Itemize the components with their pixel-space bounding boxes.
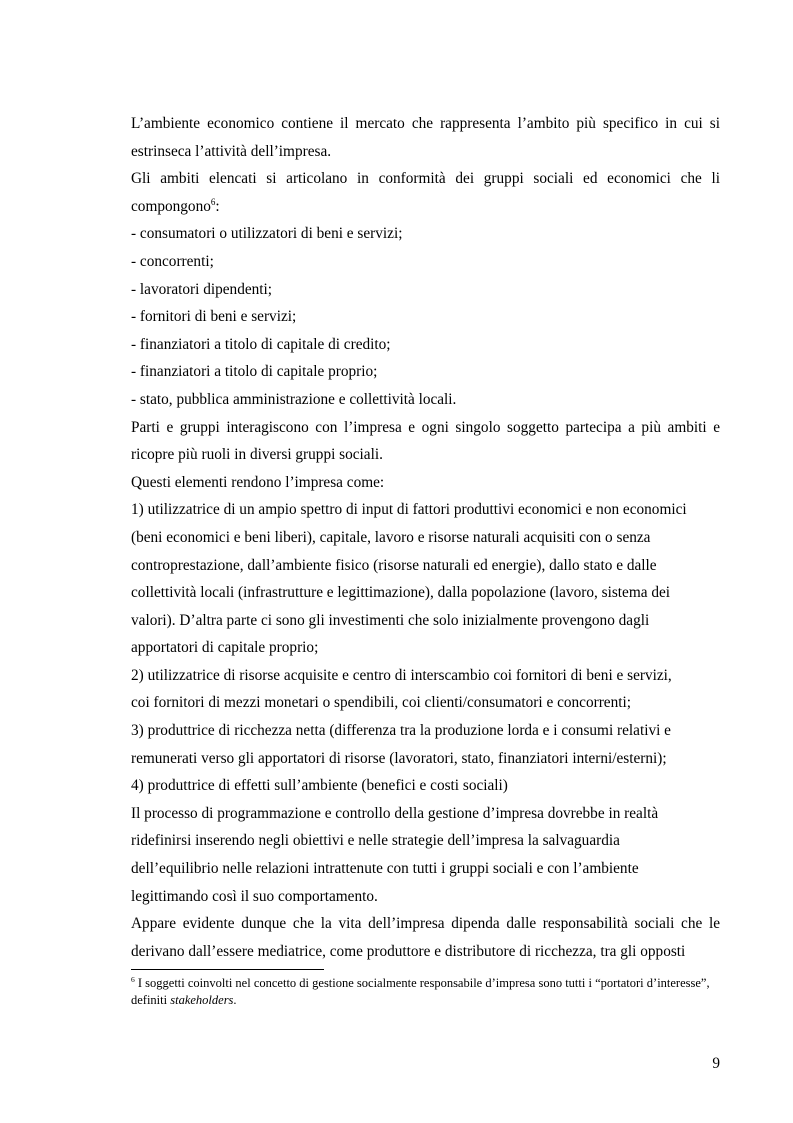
- text-line: legittimando così il suo comportamento.: [131, 887, 378, 905]
- text-line: (beni economici e beni liberi), capitale, lavoro e risorse naturali acquisiti con o senza: [131, 528, 651, 546]
- text-line: dell’equilibrio nelle relazioni intrattenute con tutti i gruppi sociali e con l’ambiente: [131, 860, 639, 878]
- page-number: 9: [712, 1055, 720, 1072]
- text-line: Il processo di programmazione e controllo della gestione d’impresa dovrebbe in realtà: [131, 804, 659, 822]
- paragraph: Questi elementi rendono l’impresa come:: [131, 473, 385, 491]
- text-line: collettività locali (infrastrutture e legittimazione), dalla popolazione (lavoro, sistema dei: [131, 584, 671, 602]
- paragraph: Appare evidente dunque che la vita dell’impresa dipenda dalle responsabilità sociali che le derivano dall’essere mediatrice, come produttore e distributore di ricchezza, tra gli opposti: [131, 915, 720, 960]
- text-line: controprestazione, dall’ambiente fisico (risorse naturali ed energie), dallo stato e dalle: [131, 556, 657, 574]
- paragraph: L’ambiente economico contiene il mercato che rappresenta l’ambito più specifico in cui si estrinseca l’attività dell’impresa.: [131, 115, 720, 160]
- text-line: ridefinirsi inserendo negli obiettivi e nelle strategie dell’impresa la salvaguardia: [131, 832, 620, 850]
- list-item: - finanziatori a titolo di capitale proprio;: [131, 363, 378, 381]
- text-line: 3) produttrice di ricchezza netta (differenza tra la produzione lorda e i consumi relativi e: [131, 722, 671, 740]
- footnote-end: .: [233, 993, 237, 1007]
- footnote-marker: 6: [131, 975, 135, 984]
- text-line: coi fornitori di mezzi monetari o spendibili, coi clienti/consumatori e concorrenti;: [131, 694, 631, 712]
- footnote-reference[interactable]: 6: [210, 196, 216, 207]
- paragraph-text: Gli ambiti elencati si articolano in conformità dei gruppi sociali ed economici che li compongono: [131, 170, 720, 215]
- list-item: - concorrenti;: [131, 252, 214, 270]
- footnote-emphasis: stakeholders: [170, 993, 234, 1007]
- footnote: [131, 975, 720, 1009]
- list-item: - consumatori o utilizzatori di beni e servizi;: [131, 225, 403, 243]
- footnote-text: I soggetti coinvolti nel concetto di gestione socialmente responsabile d’impresa sono tutti i “portatori d’interesse”, definiti: [131, 976, 710, 1007]
- list-item: - stato, pubblica amministrazione e collettività locali.: [131, 390, 457, 408]
- paragraph: Parti e gruppi interagiscono con l’impresa e ogni singolo soggetto partecipa a più ambiti e ricopre più ruoli in diversi gruppi sociali.: [131, 418, 720, 464]
- body-text: [131, 110, 720, 965]
- paragraph-text: :: [215, 197, 220, 215]
- text-line: 1) utilizzatrice di un ampio spettro di input di fattori produttivi economici e non economici: [131, 501, 687, 519]
- text-line: apportatori di capitale proprio;: [131, 639, 319, 657]
- list-item: - finanziatori a titolo di capitale di credito;: [131, 335, 391, 353]
- text-line: 2) utilizzatrice di risorse acquisite e centro di interscambio coi fornitori di beni e servizi,: [131, 666, 672, 684]
- list-item: - fornitori di beni e servizi;: [131, 308, 297, 326]
- list-item: - lavoratori dipendenti;: [131, 280, 273, 298]
- footnote-separator: [131, 969, 324, 970]
- paragraph: [131, 165, 720, 220]
- text-line: valori). D’altra parte ci sono gli investimenti che solo inizialmente provengono dagli: [131, 611, 650, 629]
- text-line: remunerati verso gli apportatori di risorse (lavoratori, stato, finanziatori interni/esterni);: [131, 749, 667, 767]
- text-line: 4) produttrice di effetti sull’ambiente (benefici e costi sociali): [131, 777, 508, 795]
